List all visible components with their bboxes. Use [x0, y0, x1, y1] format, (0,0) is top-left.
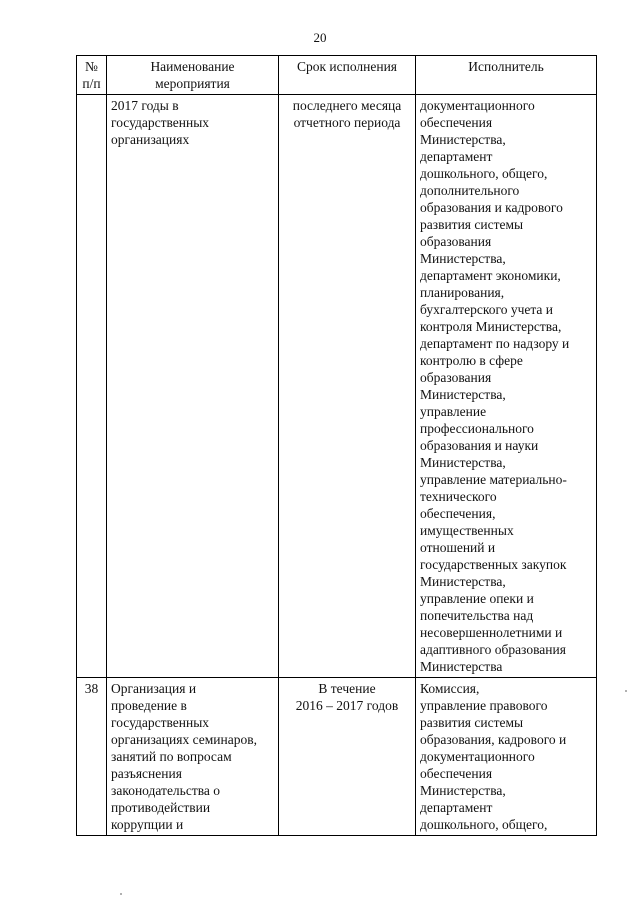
- page-number: 20: [313, 30, 327, 45]
- cell-term-line: 2016 – 2017 годов: [295, 698, 399, 713]
- cell-term-line: последнего месяца: [292, 98, 402, 113]
- table-row: [77, 678, 597, 836]
- cell-executor-line: отношений и: [420, 540, 496, 555]
- cell-name-line: коррупции и: [111, 817, 184, 832]
- cell-executor-lines: [420, 97, 592, 675]
- cell-executor-line: Комиссия,: [420, 681, 480, 696]
- cell-executor-line: бухгалтерского учета и: [420, 302, 554, 317]
- header-executor: Исполнитель: [416, 56, 597, 95]
- header-num-line: №: [85, 59, 98, 74]
- cell-executor-line: планирования,: [420, 285, 505, 300]
- cell-executor-line: документационного: [420, 749, 535, 764]
- cell-executor-line: Министерства,: [420, 387, 506, 402]
- cell-name-line: государственных: [111, 715, 210, 730]
- cell-executor-line: образования и кадрового: [420, 200, 563, 215]
- cell-executor-line: образования: [420, 370, 492, 385]
- cell-term-line: В течение: [318, 681, 376, 696]
- cell-name-line: разъяснения: [111, 766, 182, 781]
- cell-num: 38: [77, 678, 107, 836]
- cell-executor-line: дошкольного, общего,: [420, 166, 548, 181]
- cell-term: [279, 95, 416, 678]
- header-num-line: п/п: [82, 76, 101, 91]
- cell-executor-line: адаптивного образования: [420, 642, 566, 657]
- scan-speck: [625, 690, 627, 692]
- cell-executor: [416, 678, 597, 836]
- plan-table: [76, 55, 597, 836]
- cell-executor-line: Министерства,: [420, 251, 506, 266]
- cell-name-line: организациях: [111, 132, 190, 147]
- header-name-line: мероприятия: [155, 76, 230, 91]
- header-term: Срок исполнения: [279, 56, 416, 95]
- cell-executor-line: технического: [420, 489, 497, 504]
- cell-name-line: государственных: [111, 115, 210, 130]
- cell-executor-line: документационного: [420, 98, 535, 113]
- header-num-stack: [81, 58, 102, 92]
- cell-name-lines: [111, 97, 274, 148]
- cell-executor-line: контроля Министерства,: [420, 319, 562, 334]
- cell-executor-line: управление материально-: [420, 472, 567, 487]
- cell-executor-line: развития системы: [420, 715, 524, 730]
- table-row: [77, 95, 597, 678]
- cell-executor-line: департамент: [420, 800, 493, 815]
- cell-executor-line: дошкольного, общего,: [420, 817, 548, 832]
- cell-executor: [416, 95, 597, 678]
- scan-speck: [120, 893, 122, 895]
- cell-executor-line: государственных закупок: [420, 557, 567, 572]
- cell-executor-line: Министерства,: [420, 574, 506, 589]
- cell-executor-line: имущественных: [420, 523, 514, 538]
- cell-executor-line: Министерства,: [420, 455, 506, 470]
- cell-executor-line: профессионального: [420, 421, 534, 436]
- cell-term-lines: [283, 97, 411, 131]
- cell-executor-line: дополнительного: [420, 183, 520, 198]
- cell-name-line: законодательства о: [111, 783, 221, 798]
- cell-executor-line: образования: [420, 234, 492, 249]
- cell-executor-line: обеспечения: [420, 766, 493, 781]
- cell-name-lines: [111, 680, 274, 833]
- header-name-line: Наименование: [150, 59, 235, 74]
- header-name: [107, 56, 279, 95]
- cell-executor-lines: [420, 680, 592, 833]
- cell-name-line: противодействии: [111, 800, 211, 815]
- cell-executor-line: Министерства,: [420, 132, 506, 147]
- table-header-row: [77, 56, 597, 95]
- cell-executor-line: управление опеки и: [420, 591, 534, 606]
- cell-executor-line: Министерства,: [420, 783, 506, 798]
- cell-executor-line: управление правового: [420, 698, 548, 713]
- cell-name-line: проведение в: [111, 698, 187, 713]
- cell-term-lines: [283, 680, 411, 714]
- cell-executor-line: контролю в сфере: [420, 353, 523, 368]
- cell-name: [107, 678, 279, 836]
- cell-executor-line: департамент: [420, 149, 493, 164]
- cell-executor-line: несовершеннолетними и: [420, 625, 563, 640]
- cell-executor-line: Министерства: [420, 659, 503, 674]
- cell-executor-line: развития системы: [420, 217, 524, 232]
- header-name-stack: [111, 58, 274, 92]
- cell-executor-line: образования, кадрового и: [420, 732, 567, 747]
- cell-name-line: организациях семинаров,: [111, 732, 257, 747]
- cell-num: [77, 95, 107, 678]
- cell-executor-line: департамент экономики,: [420, 268, 561, 283]
- cell-term: [279, 678, 416, 836]
- header-num: [77, 56, 107, 95]
- cell-executor-line: обеспечения,: [420, 506, 496, 521]
- cell-term-line: отчетного периода: [293, 115, 401, 130]
- cell-executor-line: обеспечения: [420, 115, 493, 130]
- cell-name: [107, 95, 279, 678]
- cell-name-line: 2017 годы в: [111, 98, 179, 113]
- cell-executor-line: попечительства над: [420, 608, 534, 623]
- cell-executor-line: департамент по надзору и: [420, 336, 570, 351]
- cell-executor-line: образования и науки: [420, 438, 539, 453]
- cell-executor-line: управление: [420, 404, 487, 419]
- cell-name-line: занятий по вопросам: [111, 749, 232, 764]
- cell-name-line: Организация и: [111, 681, 197, 696]
